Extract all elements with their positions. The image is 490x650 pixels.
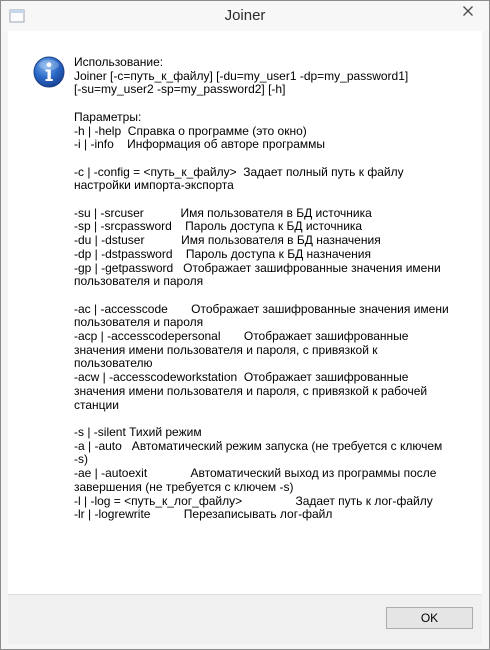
message-line: -du | -dstuser Имя пользователя в БД назначения — [74, 233, 381, 248]
message-line: -i | -info Информация об авторе программы — [74, 137, 326, 152]
info-icon — [33, 56, 65, 88]
dialog-content — [8, 31, 482, 594]
message-line: -dp | -dstpassword Пароль доступа к БД назначения — [74, 246, 371, 261]
message-line: Joiner [-c=путь_к_файлу] [-du=my_user1 -dp=my_password1] — [74, 68, 409, 83]
message-line: значения имени пользователя и пароля, с привязкой к — [74, 342, 378, 357]
message-line: пользователя и пароля — [74, 274, 204, 289]
dialog-message — [74, 56, 474, 522]
message-line: -s | -silent Тихий режим — [74, 424, 202, 439]
message-line: пользователю — [74, 356, 153, 371]
message-line: Параметры: — [74, 109, 142, 124]
message-line: -a | -auto Автоматический режим запуска (не требуется с ключем — [74, 438, 443, 453]
message-line: Использование: — [74, 55, 164, 69]
message-line: -h | -help Справка о программе (это окно) — [74, 123, 307, 138]
message-line: станции — [74, 397, 119, 412]
ok-button[interactable]: OK — [386, 607, 473, 629]
message-line: -ae | -autoexit Автоматический выход из программы после — [74, 466, 437, 481]
close-icon — [462, 5, 474, 17]
message-line: -acp | -accesscodepersonal Отображает зашифрованные — [74, 329, 409, 344]
message-line: -lr | -logrewrite Перезаписывать лог-файл — [74, 507, 333, 522]
message-line: -ac | -accesscode Отображает зашифрованные значения имени — [74, 301, 449, 316]
message-line: -l | -log = <путь_к_лог_файлу> Задает путь к лог-файлу — [74, 493, 433, 508]
message-line: [-su=my_user2 -sp=my_password2] [-h] — [74, 82, 286, 97]
close-button[interactable] — [453, 1, 483, 21]
message-line: -gp | -getpassword Отображает зашифрованные значения имени — [74, 260, 441, 275]
message-line: -sp | -srcpassword Пароль доступа к БД источника — [74, 219, 363, 234]
message-line: -c | -config = <путь_к_файлу> Задает полный путь к файлу — [74, 164, 404, 179]
title-bar[interactable] — [1, 1, 489, 31]
message-line: завершения (не требуется с ключем -s) — [74, 479, 294, 494]
message-line: -s) — [74, 452, 88, 467]
message-line: настройки импорта-экспорта — [74, 178, 234, 193]
message-line: пользователя и пароля — [74, 315, 204, 330]
window-title: Joiner — [224, 7, 266, 24]
message-line: -acw | -accesscodeworkstation Отображает зашифрованные — [74, 370, 409, 385]
message-line: значения имени пользователя и пароля, с привязкой к рабочей — [74, 383, 428, 398]
message-line: -su | -srcuser Имя пользователя в БД источника — [74, 205, 372, 220]
dialog-footer — [8, 594, 482, 644]
